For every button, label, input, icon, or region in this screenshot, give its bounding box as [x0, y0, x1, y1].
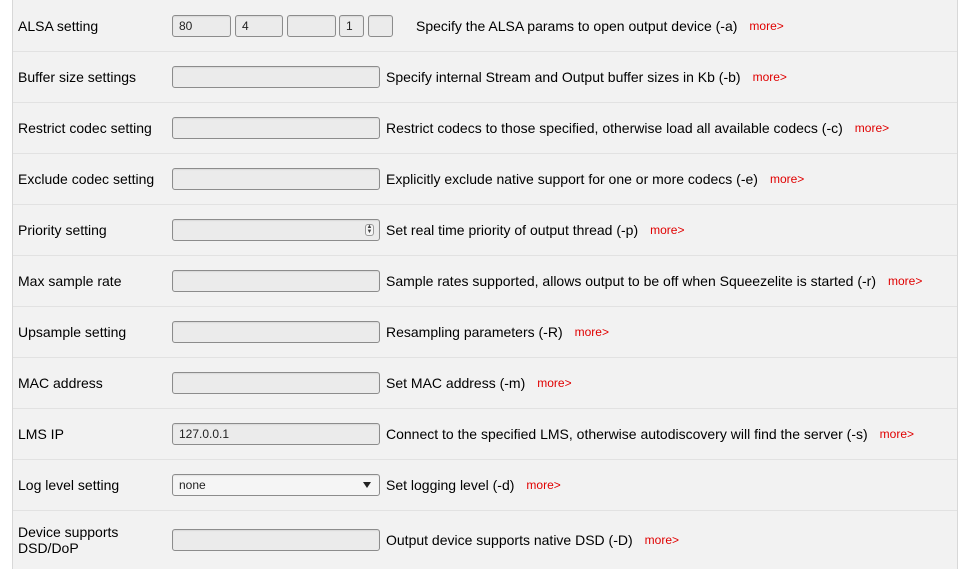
- upsample-description: [386, 306, 609, 357]
- row-priority: [13, 204, 957, 256]
- alsa-setting-more-link[interactable]: more>: [749, 18, 784, 33]
- priority-more-link[interactable]: more>: [650, 222, 685, 237]
- settings-panel: [12, 0, 958, 569]
- alsa-setting-desc-text: Specify the ALSA params to open output device (-a): [416, 17, 738, 34]
- lms-ip-input[interactable]: 127.0.0.1: [172, 423, 380, 445]
- upsample-more-link[interactable]: more>: [574, 324, 609, 339]
- dsd-dop-desc-text: Output device supports native DSD (-D): [386, 531, 633, 548]
- lms-ip-label: LMS IP: [18, 425, 64, 442]
- alsa-extra-input[interactable]: [368, 15, 393, 37]
- max-sample-rate-label: Max sample rate: [18, 272, 122, 289]
- mac-address-input[interactable]: [172, 372, 380, 394]
- buffer-size-label: Buffer size settings: [18, 68, 137, 85]
- stepper-arrows-icon[interactable]: ▲ ▼: [366, 223, 373, 235]
- lms-ip-description: [386, 408, 914, 459]
- log-level-select[interactable]: [172, 474, 380, 496]
- restrict-codec-more-link[interactable]: more>: [854, 120, 890, 135]
- exclude-codec-desc-text: Explicitly exclude native support for one or more codecs (-e): [386, 170, 758, 187]
- row-mac-address: [13, 357, 957, 409]
- restrict-codec-desc-text: Restrict codecs to those specified, otherwise load all available codecs (-c): [386, 119, 843, 136]
- restrict-codec-input[interactable]: [172, 117, 380, 139]
- alsa-mmap-input[interactable]: 1: [339, 15, 364, 37]
- max-sample-rate-description: [386, 255, 922, 306]
- restrict-codec-description: [386, 102, 889, 153]
- dsd-dop-label: Device supports DSD/DoP: [18, 523, 119, 556]
- max-sample-rate-desc-text: Sample rates supported, allows output to be off when Squeezelite is started (-r): [386, 272, 877, 289]
- mac-address-description: [386, 357, 572, 408]
- upsample-label: Upsample setting: [18, 323, 127, 340]
- row-max-sample-rate: [13, 255, 957, 307]
- buffer-size-input[interactable]: [172, 66, 380, 88]
- priority-description: [386, 204, 684, 255]
- restrict-codec-label: Restrict codec setting: [18, 119, 152, 136]
- mac-address-desc-text: Set MAC address (-m): [386, 374, 526, 391]
- log-level-desc-text: Set logging level (-d): [386, 476, 515, 493]
- row-log-level: [13, 459, 957, 511]
- mac-address-more-link[interactable]: more>: [537, 375, 572, 390]
- dsd-dop-more-link[interactable]: more>: [644, 532, 680, 547]
- row-buffer-size: [13, 51, 957, 103]
- mac-address-label: MAC address: [18, 374, 103, 391]
- row-alsa-setting: [13, 0, 957, 52]
- exclude-codec-description: [386, 153, 804, 204]
- buffer-size-more-link[interactable]: more>: [752, 69, 787, 84]
- log-level-description: [386, 459, 561, 510]
- buffer-size-description: [386, 51, 787, 102]
- exclude-codec-more-link[interactable]: more>: [769, 171, 805, 186]
- log-level-label: Log level setting: [18, 476, 120, 493]
- priority-label: Priority setting: [18, 221, 107, 238]
- max-sample-rate-input[interactable]: [172, 270, 380, 292]
- exclude-codec-label: Exclude codec setting: [18, 170, 155, 187]
- row-restrict-codec: [13, 102, 957, 154]
- upsample-desc-text: Resampling parameters (-R): [386, 323, 563, 340]
- lms-ip-more-link[interactable]: more>: [879, 426, 915, 441]
- upsample-input[interactable]: [172, 321, 380, 343]
- row-exclude-codec: [13, 153, 957, 205]
- row-dsd-dop: [13, 510, 957, 569]
- dsd-dop-description: [386, 510, 679, 569]
- exclude-codec-input[interactable]: [172, 168, 380, 190]
- alsa-period-input[interactable]: 4: [235, 15, 283, 37]
- dsd-dop-input[interactable]: [172, 529, 380, 551]
- lms-ip-desc-text: Connect to the specified LMS, otherwise autodiscovery will find the server (-s): [386, 425, 868, 442]
- log-level-value: none: [179, 477, 206, 492]
- alsa-setting-description: [416, 0, 784, 51]
- row-lms-ip: [13, 408, 957, 460]
- log-level-more-link[interactable]: more>: [526, 477, 561, 492]
- alsa-format-input[interactable]: [287, 15, 336, 37]
- buffer-size-desc-text: Specify internal Stream and Output buffer sizes in Kb (-b): [386, 68, 741, 85]
- max-sample-rate-more-link[interactable]: more>: [888, 273, 923, 288]
- alsa-buffer-input[interactable]: 80: [172, 15, 231, 37]
- chevron-down-icon: [363, 482, 371, 488]
- priority-stepper[interactable]: [172, 219, 380, 241]
- row-upsample: [13, 306, 957, 358]
- priority-desc-text: Set real time priority of output thread (-p): [386, 221, 639, 238]
- alsa-setting-label: ALSA setting: [18, 17, 99, 34]
